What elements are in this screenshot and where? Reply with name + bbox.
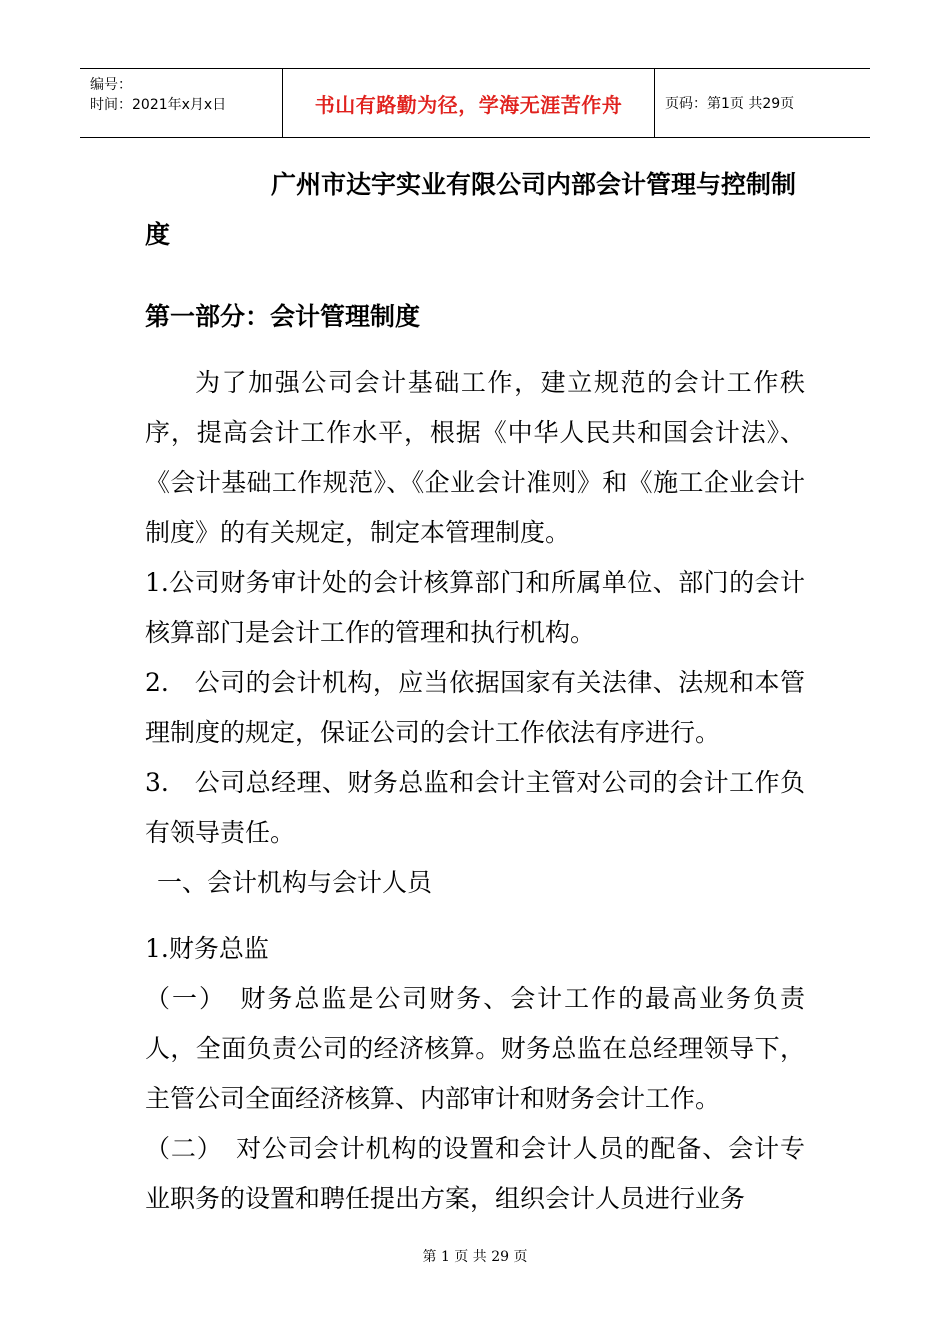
clause-3: 3. 公司总经理、财务总监和会计主管对公司的会计工作负有领导责任。 [145, 768, 805, 847]
document-title: 广州市达宇实业有限公司内部会计管理与控制制度 [145, 170, 797, 249]
header-table [80, 68, 870, 138]
motto-text: 书山有路勤为径，学海无涯苦作舟 [314, 92, 623, 117]
number-label: 编号： [90, 77, 132, 93]
item-paragraph-1: （一） 财务总监是公司财务、会计工作的最高业务负责人，全面负责公司的经济核算。财务总监在总经理领导下，主管公司全面经济核算、内部审计和财务会计工作。 [145, 984, 805, 1113]
section-heading: 第一部分：会计管理制度 [145, 302, 421, 331]
header-page-cell [655, 69, 870, 137]
intro-paragraph: 为了加强公司会计基础工作，建立规范的会计工作秩序，提高会计工作水平，根据《中华人民共和国会计法》、《会计基础工作规范》、《企业会计准则》和《施工企业会计制度》的有关规定，制定本管理制度。 [145, 368, 805, 547]
item-heading-cfo: 1.财务总监 [145, 934, 269, 963]
document-body [145, 160, 805, 1224]
page-footer: 第 1 页 共 29 页 [422, 1249, 528, 1265]
item-paragraph-2: （二） 对公司会计机构的设置和会计人员的配备、会计专业职务的设置和聘任提出方案，组织会计人员进行业务 [145, 1134, 805, 1213]
subsection-heading: 一、会计机构与会计人员 [157, 868, 433, 897]
page-info: 页码：第1页 共29页 [665, 96, 795, 112]
clause-1: 1.公司财务审计处的会计核算部门和所属单位、部门的会计核算部门是会计工作的管理和执行机构。 [145, 568, 805, 647]
header-motto-cell [283, 69, 655, 137]
clause-2: 2. 公司的会计机构，应当依据国家有关法律、法规和本管理制度的规定，保证公司的会计工作依法有序进行。 [145, 668, 805, 747]
header-meta-cell [80, 69, 283, 137]
time-label: 时间：2021年x月x日 [90, 97, 227, 113]
